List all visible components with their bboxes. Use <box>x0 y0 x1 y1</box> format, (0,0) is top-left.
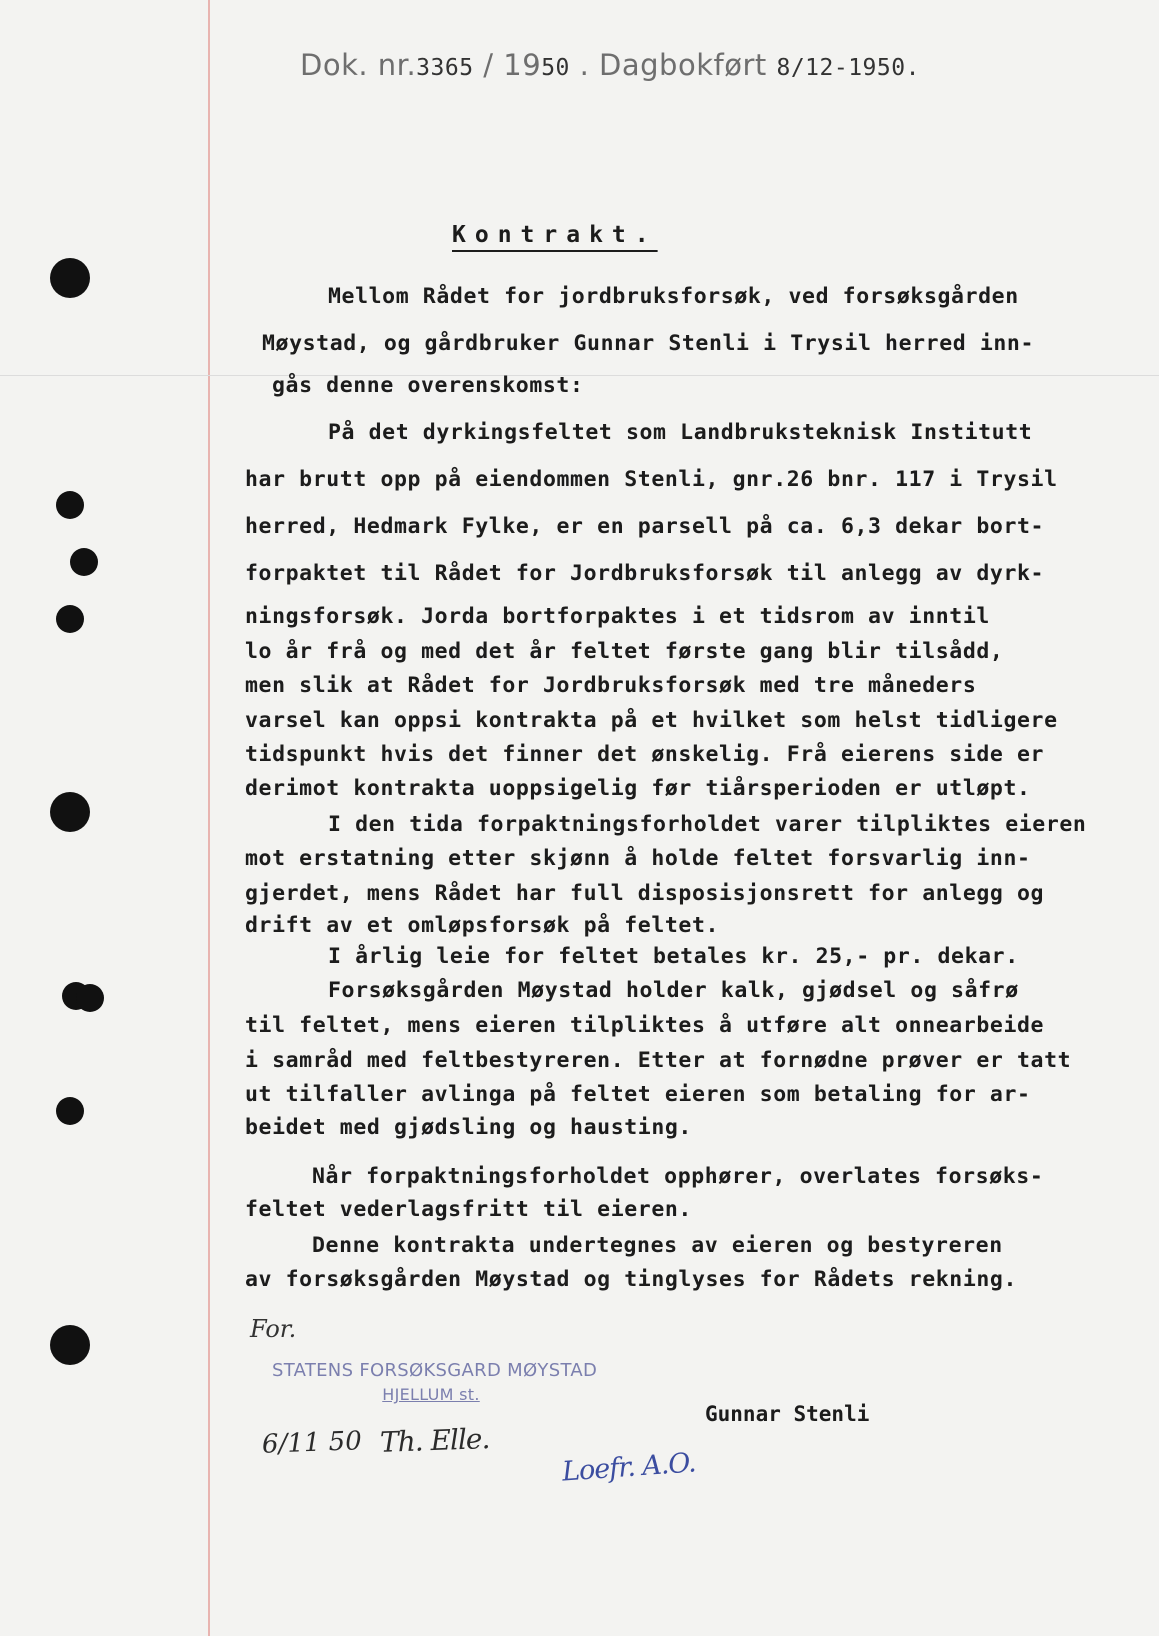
body-line: tidspunkt hvis det finner det ønskelig. Frå eierens side er <box>245 742 1045 767</box>
body-line: lo år frå og med det år feltet første gang blir tilsådd, <box>245 639 1004 664</box>
body-line: forpaktet til Rådet for Jordbruksforsøk til anlegg av dyrk- <box>245 561 1045 586</box>
signature-date: 6/11 50 <box>261 1426 363 1460</box>
typed-signer-name: Gunnar Stenli <box>705 1402 870 1426</box>
body-line: til feltet, mens eieren tilpliktes å utføre alt onnearbeide <box>245 1013 1045 1038</box>
doc-number: 3365 <box>416 55 474 81</box>
body-line: Forsøksgården Møystad holder kalk, gjødsel og såfrø <box>328 978 1019 1003</box>
body-line: mot erstatning etter skjønn å holde feltet forsvarlig inn- <box>245 846 1031 871</box>
body-line: På det dyrkingsfeltet som Landbruksteknisk Institutt <box>328 420 1033 445</box>
punch-hole <box>50 1325 90 1365</box>
handwritten-initials: For. <box>250 1315 297 1343</box>
punch-hole <box>76 984 104 1012</box>
body-line: men slik at Rådet for Jordbruksforsøk med tre måneders <box>245 673 977 698</box>
body-line: Møystad, og gårdbruker Gunnar Stenli i Trysil herred inn- <box>262 331 1035 356</box>
year-prefix: 19 <box>503 48 542 82</box>
punch-hole <box>50 792 90 832</box>
body-line: derimot kontrakta uoppsigelig før tiårsperioden er utløpt. <box>245 776 1031 801</box>
body-line: varsel kan oppsi kontrakta på et hvilket som helst tidligere <box>245 708 1058 733</box>
doc-number-prefix: Dok. nr. <box>300 48 417 82</box>
punch-hole <box>56 491 84 519</box>
registration-mark: Loefr. A.O. <box>561 1447 697 1488</box>
year-suffix: 50 <box>541 55 570 81</box>
body-line: Denne kontrakta undertegnes av eieren og bestyreren <box>312 1233 1003 1258</box>
body-line: har brutt opp på eiendommen Stenli, gnr.26 bnr. 117 i Trysil <box>245 467 1058 492</box>
recorded-label: . Dagbokført <box>579 48 767 82</box>
margin-rule <box>208 0 210 1636</box>
body-line: I årlig leie for feltet betales kr. 25,- pr. dekar. <box>328 944 1019 969</box>
handwritten-signature: Th. Elle. <box>379 1422 490 1459</box>
body-line: herred, Hedmark Fylke, er en parsell på ca. 6,3 dekar bort- <box>245 514 1045 539</box>
body-line: I den tida forpaktningsforholdet varer tilpliktes eieren <box>328 812 1087 837</box>
stamp-line-2: HJELLUM st. <box>382 1385 480 1404</box>
punch-hole <box>70 548 98 576</box>
body-line: feltet vederlagsfritt til eieren. <box>245 1197 692 1222</box>
body-line: drift av et omløpsforsøk på feltet. <box>245 913 720 938</box>
body-line: gås denne overenskomst: <box>272 373 584 398</box>
stamp-line-1: STATENS FORSØKSGARD MØYSTAD <box>272 1360 598 1381</box>
recorded-date: 8/12-1950. <box>776 55 920 81</box>
body-line: i samråd med feltbestyreren. Etter at fornødne prøver er tatt <box>245 1048 1072 1073</box>
document-title: Kontrakt. <box>452 222 658 248</box>
punch-hole <box>56 1097 84 1125</box>
body-line: gjerdet, mens Rådet har full disposisjonsrett for anlegg og <box>245 881 1045 906</box>
body-line: av forsøksgården Møystad og tinglyses for Rådets rekning. <box>245 1267 1018 1292</box>
registration-stamp-header: Dok. nr.3365 / 1950 . Dagbokført 8/12-1950. <box>300 48 920 82</box>
body-line: beidet med gjødsling og hausting. <box>245 1115 692 1140</box>
punch-hole <box>50 258 90 298</box>
body-line: Mellom Rådet for jordbruksforsøk, ved forsøksgården <box>328 284 1019 309</box>
body-line: Når forpaktningsforholdet opphører, overlates forsøks- <box>312 1164 1044 1189</box>
body-line: ut tilfaller avlinga på feltet eieren som betaling for ar- <box>245 1082 1031 1107</box>
body-line: ningsforsøk. Jorda bortforpaktes i et tidsrom av inntil <box>245 604 990 629</box>
organization-stamp <box>272 1360 598 1404</box>
punch-hole <box>56 605 84 633</box>
